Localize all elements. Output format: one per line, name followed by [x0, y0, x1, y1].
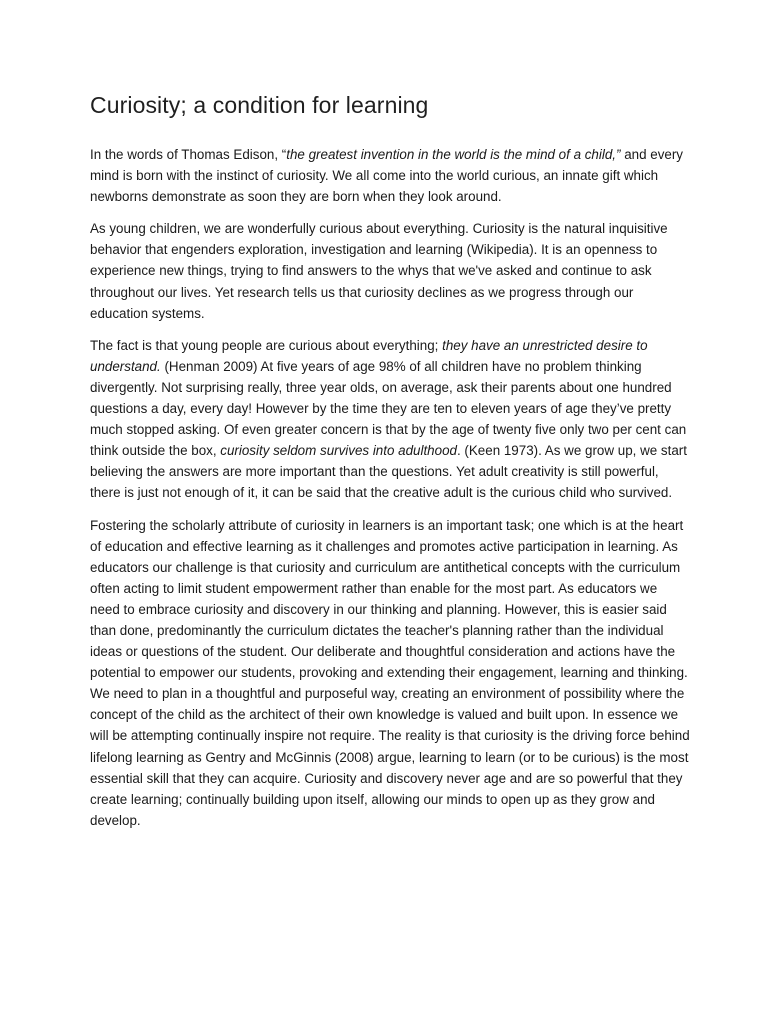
- document-title: Curiosity; a condition for learning: [90, 92, 429, 118]
- paragraph-3: [90, 335, 690, 504]
- text-run: The fact is that young people are curious about everything;: [90, 337, 443, 353]
- paragraph-1: [90, 144, 690, 207]
- text-run: In the words of Thomas Edison, “: [90, 147, 287, 162]
- paragraph-2: [90, 218, 690, 323]
- text-run: . (Keen 1973). As we grow up, we start believing the answers are more important than the questions. Yet adult creativity is still powerful, there is just not enough of it, it can be said that the creative adult is the curious child who survived.: [90, 443, 687, 501]
- document-page: [90, 88, 690, 842]
- italic-run: they have an unrestricted desire to understand.: [90, 337, 648, 374]
- text-run: and every mind is born with the instinct of curiosity. We all come into the world curious, an innate gift which newborns demonstrate as soon they are born when they look around.: [90, 147, 683, 205]
- paragraph-4: [90, 515, 690, 831]
- text-run: As young children, we are wonderfully curious about everything. Curiosity is the natural inquisitive behavior that engenders exploration, investigation and learning (Wikipedia). It is an openness to experience new things, trying to find answers to the whys that we've asked and continue to ask throughout our lives. Yet research tells us that curiosity declines as we progress through our education systems.: [90, 221, 668, 321]
- text-run: Fostering the scholarly attribute of curiosity in learners is an important task; one which is at the heart of education and effective learning as it challenges and promotes active participation in learning. As educators our challenge is that curiosity and curriculum are antithetical concepts with the curriculum often acting to limit student empowerment rather than enable for the most part. As educators we need to embrace curiosity and discovery in our thinking and planning. However, this is easier said than done, predominantly the curriculum dictates the teacher's planning rather than the individual ideas or questions of the student. Our deliberate and thoughtful consideration and actions have the potential to empower our students, provoking and extending their engagement, learning and thinking. We need to plan in a thoughtful and purposeful way, creating an environment of possibility where the concept of the child as the architect of their own knowledge is valued and built upon. In essence we will be attempting continually inspire not require. The reality is that curiosity is the driving force behind lifelong learning as Gentry and McGinnis (2008) argue, learning to learn (or to be curious) is the most essential skill that they can acquire. Curiosity and discovery never age and are so powerful that they create learning; continually building upon itself, allowing our minds to open up as they grow and develop.: [90, 517, 690, 828]
- italic-run: the greatest invention in the world is the mind of a child,”: [286, 147, 621, 162]
- italic-run: curiosity seldom survives into adulthood: [220, 443, 457, 459]
- text-run: (Henman 2009) At five years of age 98% of all children have no problem thinking divergently. Not surprising really, three year olds, on average, ask their parents about one hundred questions a day, every day! However by the time they are ten to eleven years of age they’ve pretty much stopped asking. Of even greater concern is that by the age of twenty five only two per cent can think outside the box,: [90, 358, 687, 459]
